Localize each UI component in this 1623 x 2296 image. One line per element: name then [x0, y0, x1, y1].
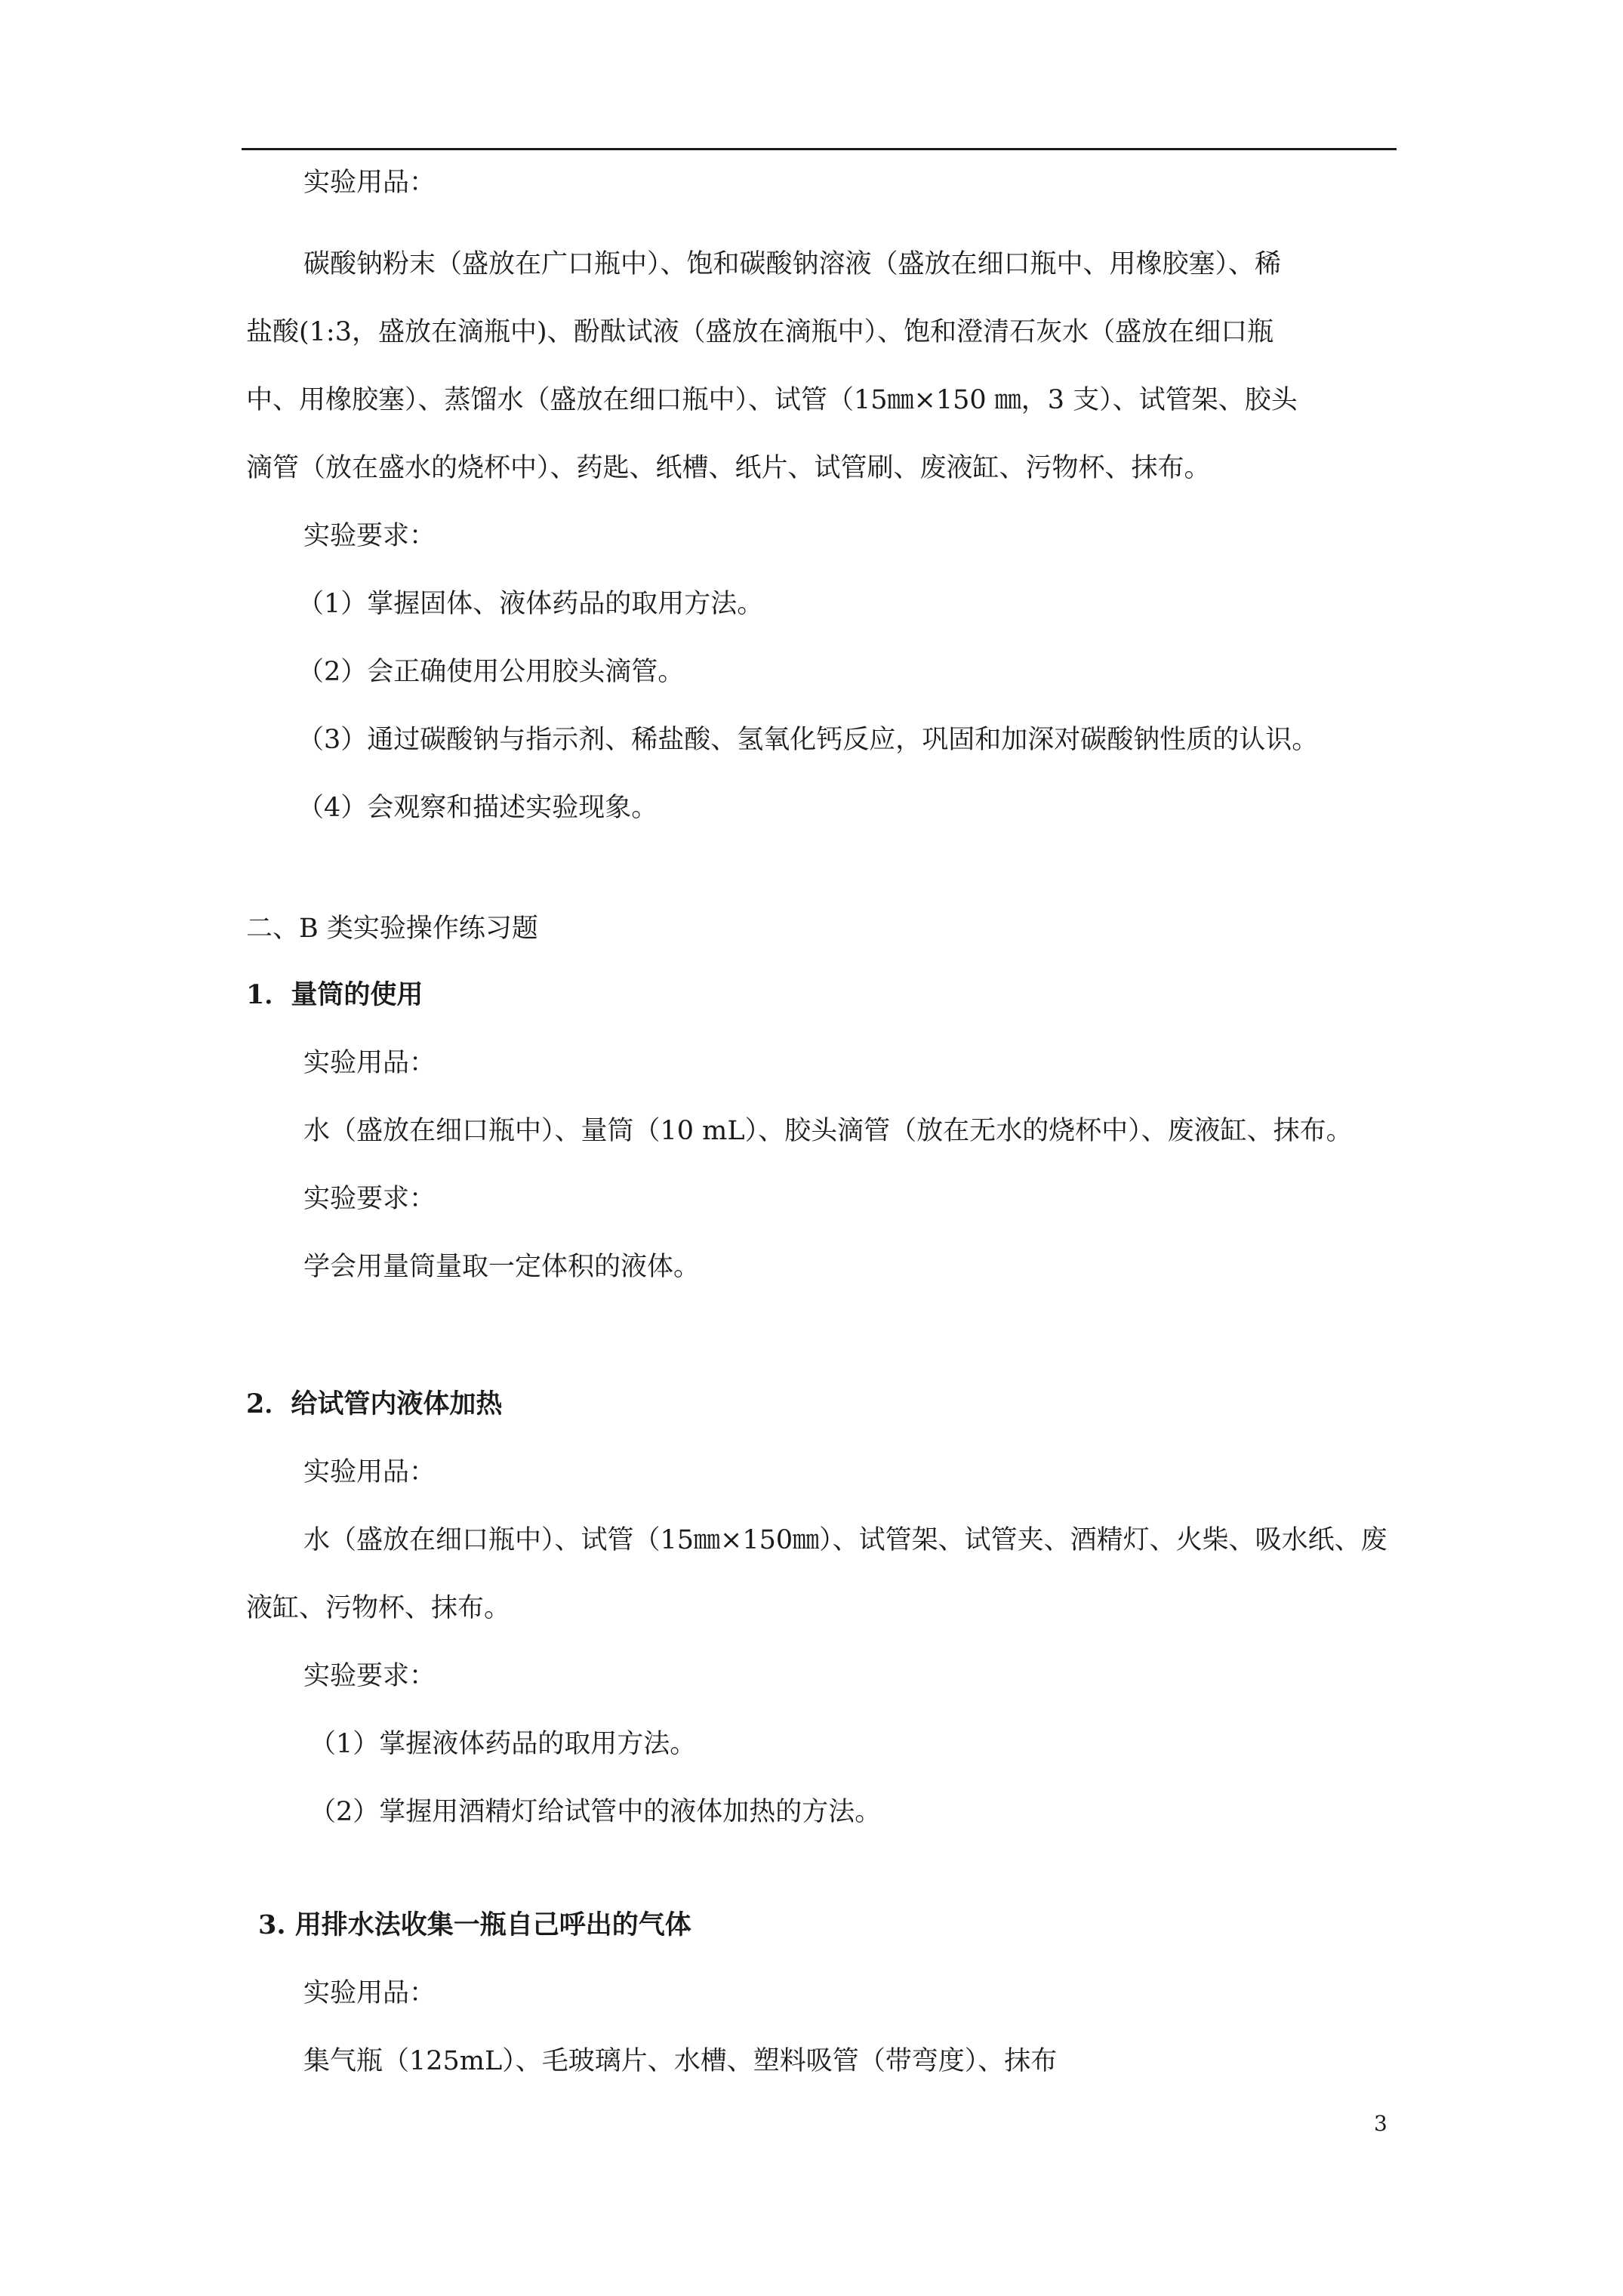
materials-line: 集气瓶（125mL）、毛玻璃片、水槽、塑料吸管（带弯度）、抹布 [303, 2046, 1058, 2076]
materials-heading: 实验用品： [303, 1457, 436, 1487]
requirement-item: （2）会正确使用公用胶头滴管。 [297, 657, 685, 687]
requirement-item: （1）掌握固体、液体药品的取用方法。 [297, 589, 764, 619]
item-title: 2．给试管内液体加热 [246, 1388, 503, 1419]
materials-line: 水（盛放在细口瓶中）、量筒（10 mL）、胶头滴管（放在无水的烧杯中）、废液缸、抹布。 [303, 1116, 1353, 1146]
requirement-item: （1）掌握液体药品的取用方法。 [310, 1729, 697, 1759]
materials-line: 水（盛放在细口瓶中）、试管（15㎜×150㎜）、试管架、试管夹、酒精灯、火柴、吸水纸、废 [303, 1525, 1387, 1555]
item-title: 3. 用排水法收集一瓶自己呼出的气体 [258, 1909, 691, 1940]
requirements-heading: 实验要求： [303, 521, 436, 551]
item-title: 1．量筒的使用 [246, 979, 423, 1010]
materials-heading: 实验用品： [303, 1978, 436, 2008]
materials-line: 碳酸钠粉末（盛放在广口瓶中）、饱和碳酸钠溶液（盛放在细口瓶中、用橡胶塞）、稀 [303, 249, 1282, 279]
section-title: 二、B 类实验操作练习题 [246, 914, 538, 944]
materials-line: 滴管（放在盛水的烧杯中）、药匙、纸槽、纸片、试管刷、废液缸、污物杯、抹布。 [246, 453, 1211, 483]
requirement-item: 学会用量筒量取一定体积的液体。 [303, 1252, 701, 1282]
materials-line: 液缸、污物杯、抹布。 [246, 1593, 511, 1623]
materials-line: 盐酸(1:3，盛放在滴瓶中)、酚酞试液（盛放在滴瓶中）、饱和澄清石灰水（盛放在细口瓶 [246, 317, 1274, 347]
materials-heading: 实验用品： [303, 1048, 436, 1078]
requirement-item: （4）会观察和描述实验现象。 [297, 793, 658, 823]
requirement-item: （3）通过碳酸钠与指示剂、稀盐酸、氢氧化钙反应，巩固和加深对碳酸钠性质的认识。 [297, 725, 1319, 755]
requirement-item: （2）掌握用酒精灯给试管中的液体加热的方法。 [310, 1797, 882, 1827]
materials-heading: 实验用品： [303, 168, 436, 198]
materials-line: 中、用橡胶塞）、蒸馏水（盛放在细口瓶中）、试管（15㎜×150 ㎜，3 支）、试管架、胶头 [246, 385, 1298, 415]
page-number: 3 [1374, 2111, 1387, 2136]
requirements-heading: 实验要求： [303, 1184, 436, 1214]
requirements-heading: 实验要求： [303, 1661, 436, 1691]
header-rule [242, 148, 1397, 150]
